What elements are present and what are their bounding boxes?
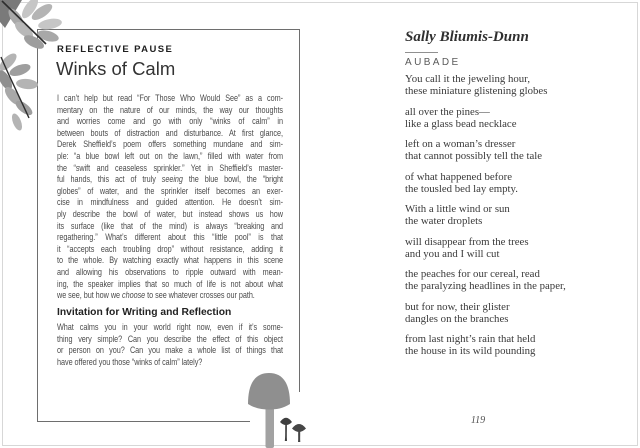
invitation-heading: Invitation for Writing and Reflection [57,307,232,318]
poem-stanza [405,301,566,326]
poem-line: the peaches for our cereal, read [405,268,540,280]
essay-line: the “swift and ceaseless sprinkler.” Yet in Sheffield’s master- [57,161,284,173]
poem-line: but for now, their glister [405,300,510,313]
poem-stanza [405,236,566,261]
leaf-top [0,0,63,52]
essay-line: mentary on the nature of our minds, the way our thoughts [57,103,284,115]
poem-line: that cannot possibly tell the tale [405,150,543,163]
poem-line: the tousled bed lay empty. [405,182,518,195]
poem-stanza [405,171,566,196]
poem-line: all over the pines— [405,105,490,118]
poem-line: the paralyzing headlines in the paper, [405,280,566,293]
poem-line: the water droplets [405,215,483,228]
poem-stanza [405,333,566,358]
essay-line: ply describe the bowl of water, but instead shows us how [57,207,284,219]
poem-title: AUBADE [405,57,461,68]
poet-name: Sally Bliumis-Dunn [405,29,529,45]
poem-line: the house in its wild pounding [405,345,536,358]
poem-stanza [405,138,566,163]
essay-line: cise in mindfulness and guided attention. He doesn’t sim- [57,196,284,208]
mushrooms-small-icon [280,418,306,442]
right-page [405,0,615,420]
invitation-paragraph [57,321,283,367]
poem-stanza [405,268,566,293]
poem-line: will disappear from the trees [405,235,529,248]
essay-line: it “accepts each troubling drop” without resistance, adding it [57,242,284,254]
essay-line: globes” of water, and the sprinkler itself becomes an exer- [57,184,284,196]
invitation-line: thing very simple? Can you describe the effect of this object [57,332,284,344]
invitation-line: or person on you? Can you make a whole list of things that [57,344,284,356]
author-rule [405,52,438,53]
poem-line: left on a woman’s dresser [405,138,516,150]
poem-stanza [405,203,566,228]
invitation-line: have offered you those “winks of calm” lately? [57,355,203,367]
page-number: 119 [470,415,486,426]
leaf-bottom [0,51,38,132]
essay-line: to the whole. By watching exactly what happens in this scene [57,254,284,266]
essay-paragraph [57,92,283,301]
section-kicker: REFLECTIVE PAUSE [57,44,174,55]
invitation-line: What calms you in your world right now, even if it’s some- [57,321,284,332]
essay-line: I can’t help but read “For Those Who Would See” as a com- [57,92,284,103]
essay-line: we see, but how we choose to see whatever crosses our path. [57,289,255,301]
poem-line: like a glass bead necklace [405,117,517,130]
poem-line: With a little wind or sun [405,203,510,215]
essay-line: Derek Sheffield’s poem offers something mundane and sim- [57,138,284,150]
essay-line: and worries come and go with only “winks of calm” in [57,115,284,127]
leaf-cluster-icon [0,0,72,145]
essay-line: ple: “a blue bowl left out on the lawn,” filled with water from [57,149,284,161]
essay-line: its surface (like that of the mind) is always “breaking and [57,219,284,231]
mushroom-decoration-icon [236,370,326,448]
poem-line: dangles on the branches [405,312,509,325]
poem-stanza [405,73,566,98]
essay-line: and allowing his observations to ripple outward with mean- [57,265,284,277]
poem-line: of what happened before [405,170,513,183]
poem-line: You call it the jeweling hour, [405,73,531,85]
poem-line: from last night’s rain that held [405,333,536,345]
essay-line: ing, the speaker implies that so much of life is not about what [57,277,284,289]
essay-title: Winks of Calm [56,58,176,79]
essay-line: between bouts of distraction and disturbance. At first glance, [57,126,284,138]
mushroom-large-icon [248,373,290,448]
essay-line: regathering.” What’s different about this “little pool” is that [57,231,284,243]
essay-line: ful hands, this act of truly seeing the blue bowl, the “bright [57,173,284,185]
left-page-panel [37,29,300,422]
poem-line: these miniature glistening globes [405,85,548,98]
poem-body [405,73,566,366]
poem-stanza [405,106,566,131]
poem-line: and you and I will cut [405,247,500,260]
